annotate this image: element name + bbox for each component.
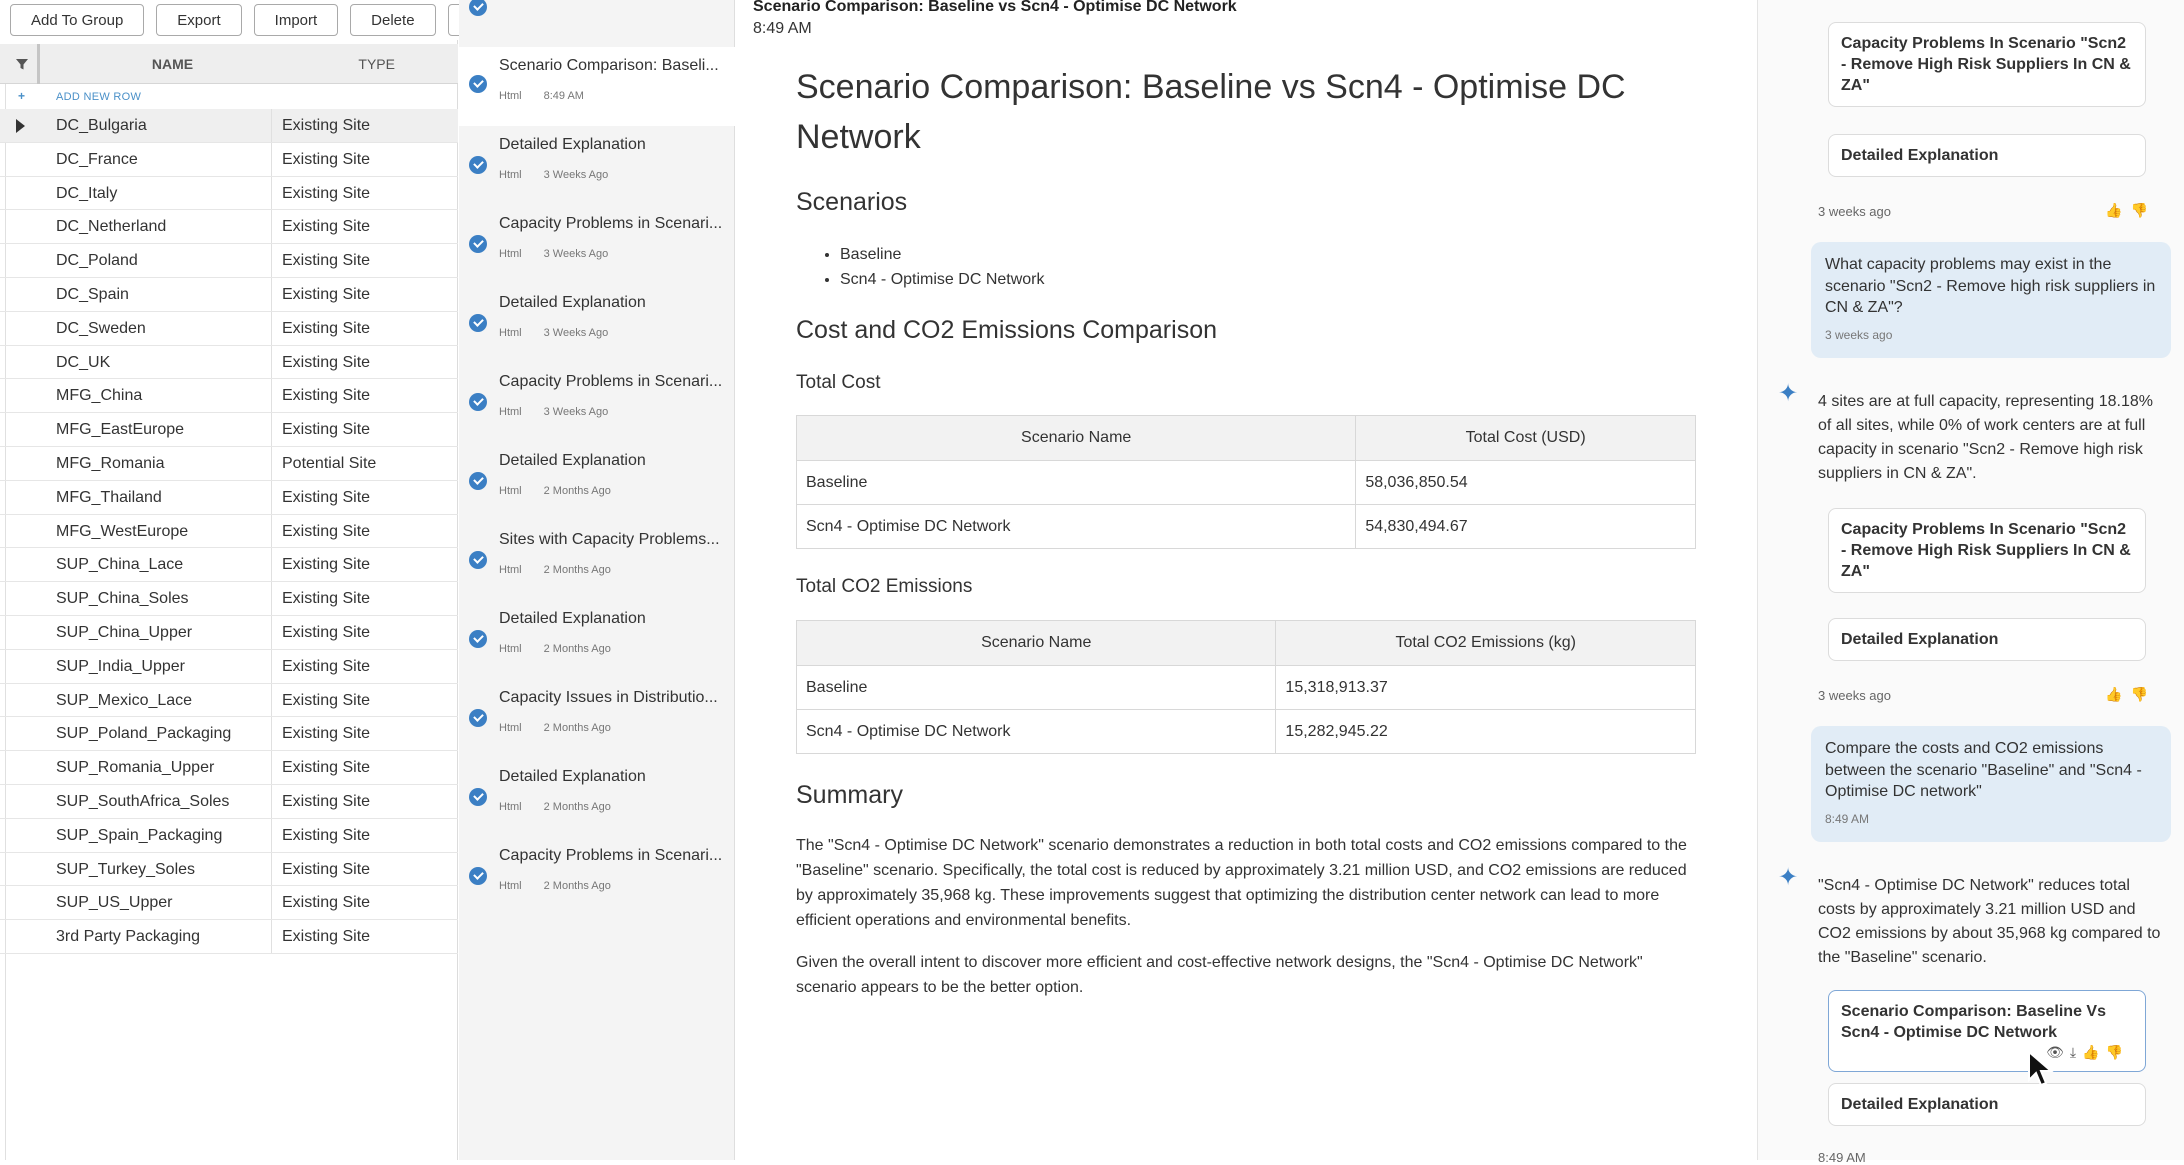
export-button[interactable]: Export [156, 4, 241, 36]
row-name: DC_UK [56, 353, 111, 371]
item-meta: Html 2 Months Ago [499, 564, 611, 576]
table-row[interactable] [0, 413, 458, 447]
summary-paragraph: The "Scn4 - Optimise DC Network" scenario demonstrates a reduction in both total costs and CO2 emissions compared to the "Baseline" scenario. Specifically, the total cost is reduced by approximately 3.21 million USD, and CO2 emissions are reduced by approximately 35,968 kg. These improvements suggest that optimizing the distribution center network can lead to more efficient operations and environmental benefits. [796, 837, 1687, 929]
table-row[interactable] [0, 481, 458, 515]
sites-grid-panel [0, 0, 458, 1160]
download-icon[interactable]: ⤓ [2069, 1044, 2083, 1060]
assistant-message: 4 sites are at full capacity, representing 18.18% of all sites, while 0% of work centers are at full capacity in scenario "Scn2 - Remove high risk suppliers in CN & ZA". [1818, 393, 2153, 482]
row-type: Existing Site [271, 515, 458, 548]
document-title: Scenario Comparison: Baseline vs Scn4 - Optimise DC Network [796, 68, 1626, 156]
row-name: SUP_Mexico_Lace [56, 691, 193, 709]
detailed-explanation-card[interactable]: Detailed Explanation [1828, 618, 2146, 661]
table-cell: Scn4 - Optimise DC Network [797, 710, 1276, 754]
list-item[interactable] [459, 47, 735, 126]
thumbs-down-icon[interactable]: 👎 [2105, 1044, 2129, 1060]
view-icon[interactable]: 👁 [2046, 1044, 2070, 1060]
row-type: Existing Site [271, 717, 458, 750]
item-title: Capacity Problems in Scenari... [499, 373, 723, 390]
table-row[interactable] [0, 379, 458, 413]
table-header-row [797, 621, 1696, 666]
table-cell: Baseline [797, 461, 1356, 505]
table-row[interactable] [0, 210, 458, 244]
item-meta: Html 3 Weeks Ago [499, 327, 609, 339]
table-cell: 58,036,850.54 [1356, 461, 1696, 505]
table-row[interactable] [0, 785, 458, 819]
document-check-icon [469, 0, 487, 16]
table-row[interactable] [0, 548, 458, 582]
summary-heading: Summary [796, 781, 903, 809]
message-timestamp: 3 weeks ago [1818, 204, 1891, 219]
item-title: Capacity Issues in Distributio... [499, 689, 718, 706]
user-message [1811, 242, 2171, 358]
table-row [797, 710, 1696, 754]
document-check-icon [469, 788, 487, 806]
row-name: MFG_WestEurope [56, 522, 189, 540]
document-check-icon [469, 630, 487, 648]
document-check-icon [469, 551, 487, 569]
user-message-text: What capacity problems may exist in the scenario "Scn2 - Remove high risk suppliers in CN & ZA"? [1825, 256, 2156, 316]
table-row[interactable] [0, 751, 458, 785]
list-item[interactable] [459, 205, 735, 284]
scenario-comparison-card[interactable] [1828, 990, 2146, 1072]
row-type: Existing Site [271, 920, 458, 953]
table-row[interactable] [0, 684, 458, 718]
table-row[interactable] [0, 819, 458, 853]
row-type: Existing Site [271, 481, 458, 514]
row-name: DC_Poland [56, 252, 138, 270]
document-history-list [459, 0, 735, 1160]
table-row [797, 505, 1696, 549]
column-header: Scenario Name [797, 621, 1276, 666]
row-name: SUP_Romania_Upper [56, 759, 215, 777]
column-header: Scenario Name [797, 416, 1356, 461]
total-cost-table [796, 415, 1696, 549]
item-title: Detailed Explanation [499, 294, 646, 311]
message-timestamp: 3 weeks ago [1818, 688, 1891, 703]
detailed-explanation-card[interactable]: Detailed Explanation [1828, 134, 2146, 177]
item-title: Capacity Problems in Scenari... [499, 215, 723, 232]
message-timestamp: 8:49 AM [1818, 1150, 1866, 1165]
table-header-row [797, 416, 1696, 461]
table-row[interactable] [0, 717, 458, 751]
item-title: Sites with Capacity Problems... [499, 531, 720, 548]
cost-co2-heading: Cost and CO2 Emissions Comparison [796, 316, 1217, 344]
item-meta: Html 2 Months Ago [499, 801, 611, 813]
scenario-list [840, 242, 1045, 292]
document-header-time: 8:49 AM [753, 20, 812, 37]
table-cell: Baseline [797, 666, 1276, 710]
row-name: 3rd Party Packaging [56, 928, 201, 946]
total-cost-heading: Total Cost [796, 372, 881, 393]
user-message [1811, 726, 2171, 842]
table-row[interactable] [0, 447, 458, 481]
feedback-icons[interactable] [2105, 202, 2156, 219]
table-row[interactable] [0, 312, 458, 346]
item-title: Capacity Problems in Scenari... [499, 847, 723, 864]
document-check-icon [469, 393, 487, 411]
table-cell: 15,318,913.37 [1276, 666, 1696, 710]
capacity-report-card[interactable]: Capacity Problems In Scenario "Scn2 - Remove High Risk Suppliers In CN & ZA" [1828, 508, 2146, 593]
row-name: MFG_Romania [56, 454, 165, 472]
thumbs-up-icon[interactable]: 👍 [2105, 202, 2131, 218]
row-name: MFG_China [56, 387, 143, 405]
row-type: Existing Site [271, 109, 458, 142]
list-item[interactable] [459, 363, 735, 442]
row-name: SUP_Poland_Packaging [56, 725, 232, 743]
document-check-icon [469, 314, 487, 332]
row-name: SUP_China_Lace [56, 556, 184, 574]
list-item[interactable] [459, 600, 735, 679]
import-button[interactable]: Import [254, 4, 339, 36]
row-name: SUP_Spain_Packaging [56, 826, 223, 844]
table-row [797, 666, 1696, 710]
card-title: Scenario Comparison: Baseline Vs Scn4 - Optimise DC Network [1841, 1003, 2106, 1041]
row-name: DC_Sweden [56, 319, 146, 337]
item-title: Scenario Comparison: Baseli... [499, 57, 719, 74]
item-title: Detailed Explanation [499, 610, 646, 627]
message-timestamp: 3 weeks ago [1825, 327, 1893, 342]
capacity-report-card[interactable]: Capacity Problems In Scenario "Scn2 - Remove High Risk Suppliers In CN & ZA" [1828, 22, 2146, 107]
item-meta: Html 3 Weeks Ago [499, 169, 609, 181]
row-type: Existing Site [271, 616, 458, 649]
document-check-icon [469, 156, 487, 174]
table-row[interactable] [0, 143, 458, 177]
row-type: Existing Site [271, 582, 458, 615]
document-check-icon [469, 867, 487, 885]
total-co2-heading: Total CO2 Emissions [796, 576, 973, 597]
table-row[interactable] [0, 346, 458, 380]
row-name: SUP_SouthAfrica_Soles [56, 792, 230, 810]
row-type: Existing Site [271, 548, 458, 581]
message-timestamp: 8:49 AM [1825, 811, 1870, 826]
name-column-header[interactable]: NAME [151, 56, 194, 72]
type-column-header[interactable]: TYPE [358, 56, 395, 72]
ai-sparkle-icon: ✦ [1778, 380, 1799, 407]
table-row[interactable] [0, 177, 458, 211]
grid-toolbar [0, 0, 458, 40]
list-item[interactable] [459, 837, 735, 916]
document-check-icon [469, 75, 487, 93]
table-cell: 54,830,494.67 [1356, 505, 1696, 549]
grid-rows [0, 109, 458, 954]
list-item[interactable] [459, 521, 735, 600]
thumbs-up-icon[interactable]: 👍 [2105, 686, 2131, 702]
card-actions [2046, 1042, 2129, 1063]
row-type: Existing Site [271, 751, 458, 784]
item-meta: Html 8:49 AM [499, 90, 584, 102]
filter-icon[interactable] [6, 44, 40, 84]
list-item[interactable] [459, 758, 735, 837]
table-row[interactable] [0, 853, 458, 887]
item-meta: Html 3 Weeks Ago [499, 406, 609, 418]
item-title: Detailed Explanation [499, 452, 646, 469]
row-type: Existing Site [271, 819, 458, 852]
row-name: DC_Bulgaria [56, 117, 147, 134]
list-item[interactable] [459, 442, 735, 521]
row-name: DC_Spain [56, 285, 129, 303]
row-type: Existing Site [271, 853, 458, 886]
item-meta: Html 2 Months Ago [499, 485, 611, 497]
total-co2-table [796, 620, 1696, 754]
list-item[interactable] [459, 0, 735, 41]
table-row[interactable] [0, 616, 458, 650]
document-check-icon [469, 472, 487, 490]
add-new-row-label: ADD NEW ROW [56, 91, 142, 103]
item-meta: Html 2 Months Ago [499, 643, 611, 655]
list-item[interactable] [459, 284, 735, 363]
table-row[interactable] [0, 515, 458, 549]
feedback-icons[interactable] [2105, 686, 2156, 703]
row-type: Existing Site [271, 278, 458, 311]
row-type: Existing Site [271, 177, 458, 210]
table-row[interactable] [0, 582, 458, 616]
assistant-chat-panel [1757, 0, 2184, 1165]
document-viewer [736, 0, 1756, 1160]
row-name: SUP_China_Soles [56, 590, 189, 608]
table-row[interactable] [0, 278, 458, 312]
table-row [797, 461, 1696, 505]
list-item[interactable] [459, 126, 735, 205]
add-new-row-button[interactable] [0, 86, 458, 108]
list-item: • Scn4 - Optimise DC Network [840, 267, 1045, 292]
item-meta: Html 2 Months Ago [499, 880, 611, 892]
assistant-message: "Scn4 - Optimise DC Network" reduces total costs by approximately 3.21 million USD and CO2 emissions by about 35,968 kg compared to the "Baseline" scenario. [1818, 877, 2161, 966]
row-type: Existing Site [271, 886, 458, 919]
thumbs-down-icon[interactable]: 👎 [2130, 686, 2156, 702]
row-name: SUP_US_Upper [56, 894, 173, 912]
table-row[interactable] [0, 650, 458, 684]
document-check-icon [469, 235, 487, 253]
table-row[interactable] [0, 244, 458, 278]
scenarios-heading: Scenarios [796, 188, 908, 216]
item-meta: Html 2 Months Ago [499, 722, 611, 734]
summary-conclusion: Given the overall intent to discover more efficient and cost-effective network designs, the "Scn4 - Optimise DC Network" scenario appears to be the better option. [796, 954, 1643, 996]
row-type: Existing Site [271, 785, 458, 818]
row-name: MFG_EastEurope [56, 421, 185, 439]
row-type: Existing Site [271, 312, 458, 345]
row-type: Existing Site [271, 413, 458, 446]
ai-sparkle-icon: ✦ [1778, 864, 1799, 891]
row-name: SUP_India_Upper [56, 657, 185, 675]
row-type: Potential Site [271, 447, 458, 480]
row-name: DC_France [56, 150, 138, 168]
thumbs-up-icon[interactable]: 👍 [2082, 1044, 2106, 1060]
row-type: Existing Site [271, 210, 458, 243]
column-header: Total CO2 Emissions (kg) [1276, 621, 1696, 666]
expand-row-icon[interactable] [16, 119, 25, 133]
column-header: Total Cost (USD) [1356, 416, 1696, 461]
row-name: DC_Netherland [56, 218, 167, 236]
detailed-explanation-card[interactable]: Detailed Explanation [1828, 1083, 2146, 1126]
row-type: Existing Site [271, 143, 458, 176]
item-title: Detailed Explanation [499, 136, 646, 153]
user-message-text: Compare the costs and CO2 emissions between the scenario "Baseline" and "Scn4 - Optimise DC network" [1825, 740, 2142, 800]
row-type: Existing Site [271, 379, 458, 412]
list-item[interactable] [459, 679, 735, 758]
item-meta: Html 3 Weeks Ago [499, 248, 609, 260]
list-item: • Baseline [840, 242, 1045, 267]
row-name: DC_Italy [56, 184, 118, 202]
table-row[interactable] [0, 109, 458, 143]
table-row[interactable] [0, 920, 458, 954]
row-name: SUP_Turkey_Soles [56, 860, 196, 878]
plus-icon: + [18, 89, 26, 103]
grid-header [0, 44, 458, 84]
row-type: Existing Site [271, 684, 458, 717]
row-name: SUP_China_Upper [56, 623, 193, 641]
document-check-icon [469, 709, 487, 727]
table-cell: Scn4 - Optimise DC Network [797, 505, 1356, 549]
thumbs-down-icon[interactable]: 👎 [2130, 202, 2156, 218]
row-name: MFG_Thailand [56, 488, 162, 506]
row-type: Existing Site [271, 650, 458, 683]
document-header-title: Scenario Comparison: Baseline vs Scn4 - Optimise DC Network [753, 0, 1237, 15]
table-row[interactable] [0, 886, 458, 920]
delete-button[interactable]: Delete [350, 4, 435, 36]
row-type: Existing Site [271, 244, 458, 277]
table-cell: 15,282,945.22 [1276, 710, 1696, 754]
item-title: Detailed Explanation [499, 768, 646, 785]
add-to-group-button[interactable]: Add To Group [10, 4, 144, 36]
row-type: Existing Site [271, 346, 458, 379]
